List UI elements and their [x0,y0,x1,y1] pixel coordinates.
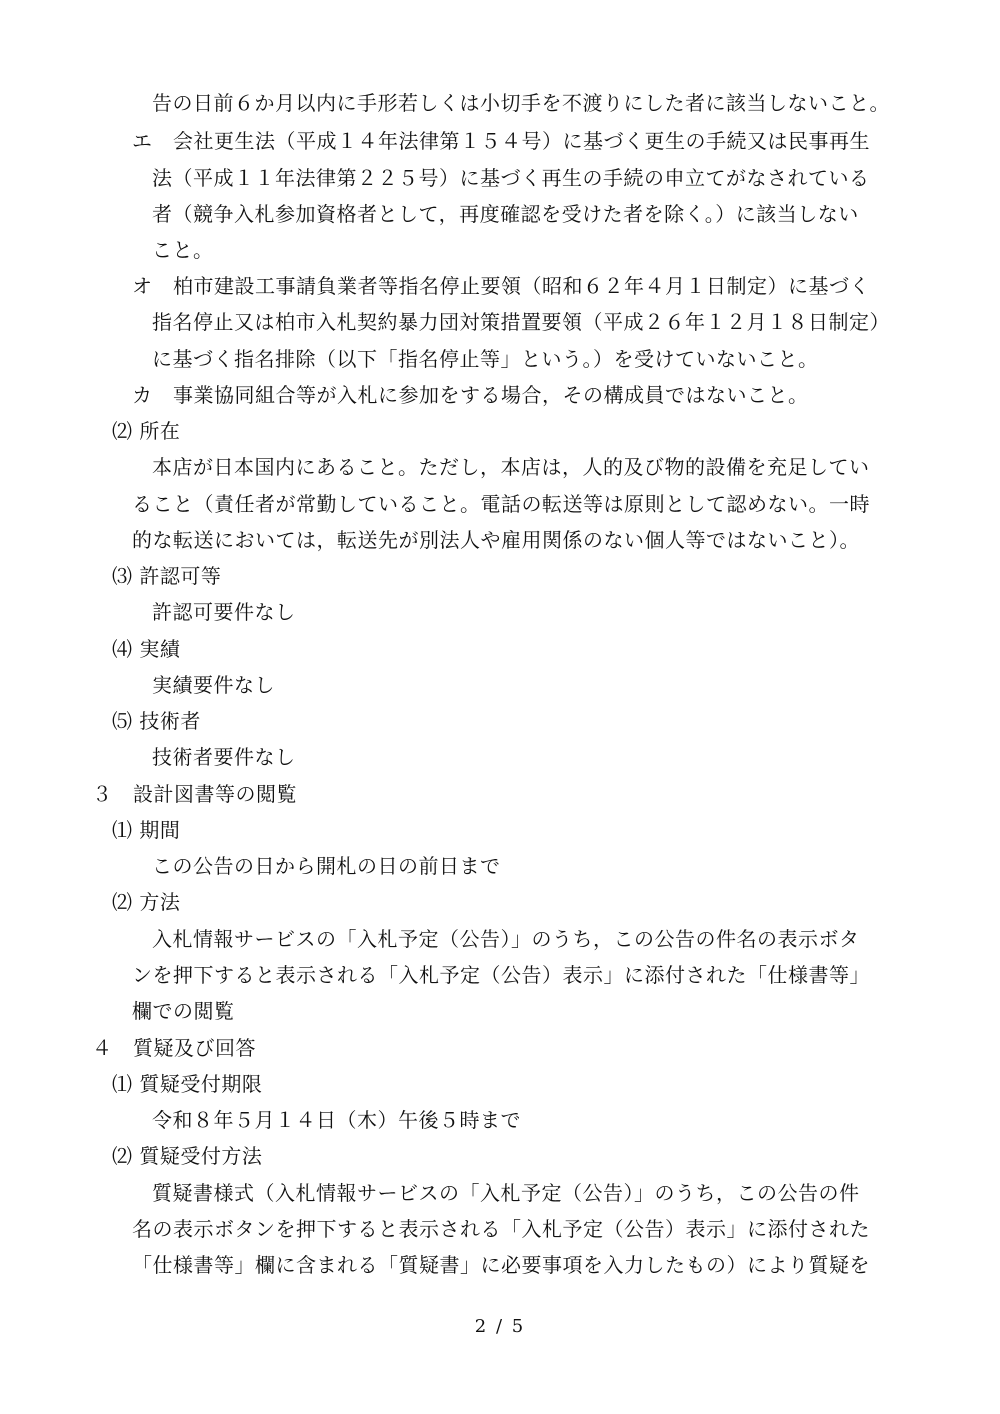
text-line: 令和８年５月１４日（木）午後５時まで [152,1108,521,1132]
section-heading: ⑴ 期間 [112,818,181,842]
text-line: オ 柏市建設工事請負業者等指名停止要領（昭和６２年４月１日制定）に基づく [132,274,870,298]
page-number: 2 / 5 [474,1316,526,1337]
section-heading: ⑵ 所在 [112,419,181,443]
text-line: ンを押下すると表示される「入札予定（公告）表示」に添付された「仕様書等」 [132,963,870,987]
section-heading: ⑷ 実績 [112,637,181,661]
text-line: カ 事業協同組合等が入札に参加をする場合，その構成員ではないこと。 [132,383,809,407]
text-line: この公告の日から開札の日の前日まで [152,854,501,878]
section-heading: ⑴ 質疑受付期限 [112,1072,263,1096]
chapter-heading: ３ 設計図書等の閲覧 [92,782,297,806]
text-line: 欄での閲覧 [132,999,235,1023]
text-line: 指名停止又は柏市入札契約暴力団対策措置要領（平成２６年１２月１８日制定） [152,310,890,334]
text-line: 許認可要件なし [152,600,296,624]
text-line: 質疑書様式（入札情報サービスの「入札予定（公告）」のうち，この公告の件 [152,1181,860,1205]
text-line: 本店が日本国内にあること。ただし，本店は，人的及び物的設備を充足してい [152,455,870,479]
text-line: ること（責任者が常勤していること。電話の転送等は原則として認めない。一時 [132,492,870,516]
text-line: 告の日前６か月以内に手形若しくは小切手を不渡りにした者に該当しないこと。 [152,91,890,115]
text-line: こと。 [152,238,214,262]
section-heading: ⑸ 技術者 [112,709,201,733]
text-line: 的な転送においては，転送先が別法人や雇用関係のない個人等ではないこと）。 [132,528,860,552]
section-heading: ⑵ 質疑受付方法 [112,1144,263,1168]
text-line: 技術者要件なし [152,745,296,769]
section-heading: ⑶ 許認可等 [112,564,222,588]
text-line: に基づく指名排除（以下「指名停止等」という。）を受けていないこと。 [152,347,819,371]
text-line: 入札情報サービスの「入札予定（公告）」のうち，この公告の件名の表示ボタ [152,927,860,951]
text-line: 「仕様書等」欄に含まれる「質疑書」に必要事項を入力したもの）により質疑を [132,1253,870,1277]
text-line: 実績要件なし [152,673,275,697]
chapter-heading: ４ 質疑及び回答 [92,1036,256,1060]
section-heading: ⑵ 方法 [112,890,181,914]
text-line: エ 会社更生法（平成１４年法律第１５４号）に基づく更生の手続又は民事再生 [132,129,870,153]
text-line: 者（競争入札参加資格者として，再度確認を受けた者を除く。）に該当しない [152,202,859,226]
text-line: 法（平成１１年法律第２２５号）に基づく再生の手続の申立てがなされている [152,166,870,190]
text-line: 名の表示ボタンを押下すると表示される「入札予定（公告）表示」に添付された [132,1217,870,1241]
